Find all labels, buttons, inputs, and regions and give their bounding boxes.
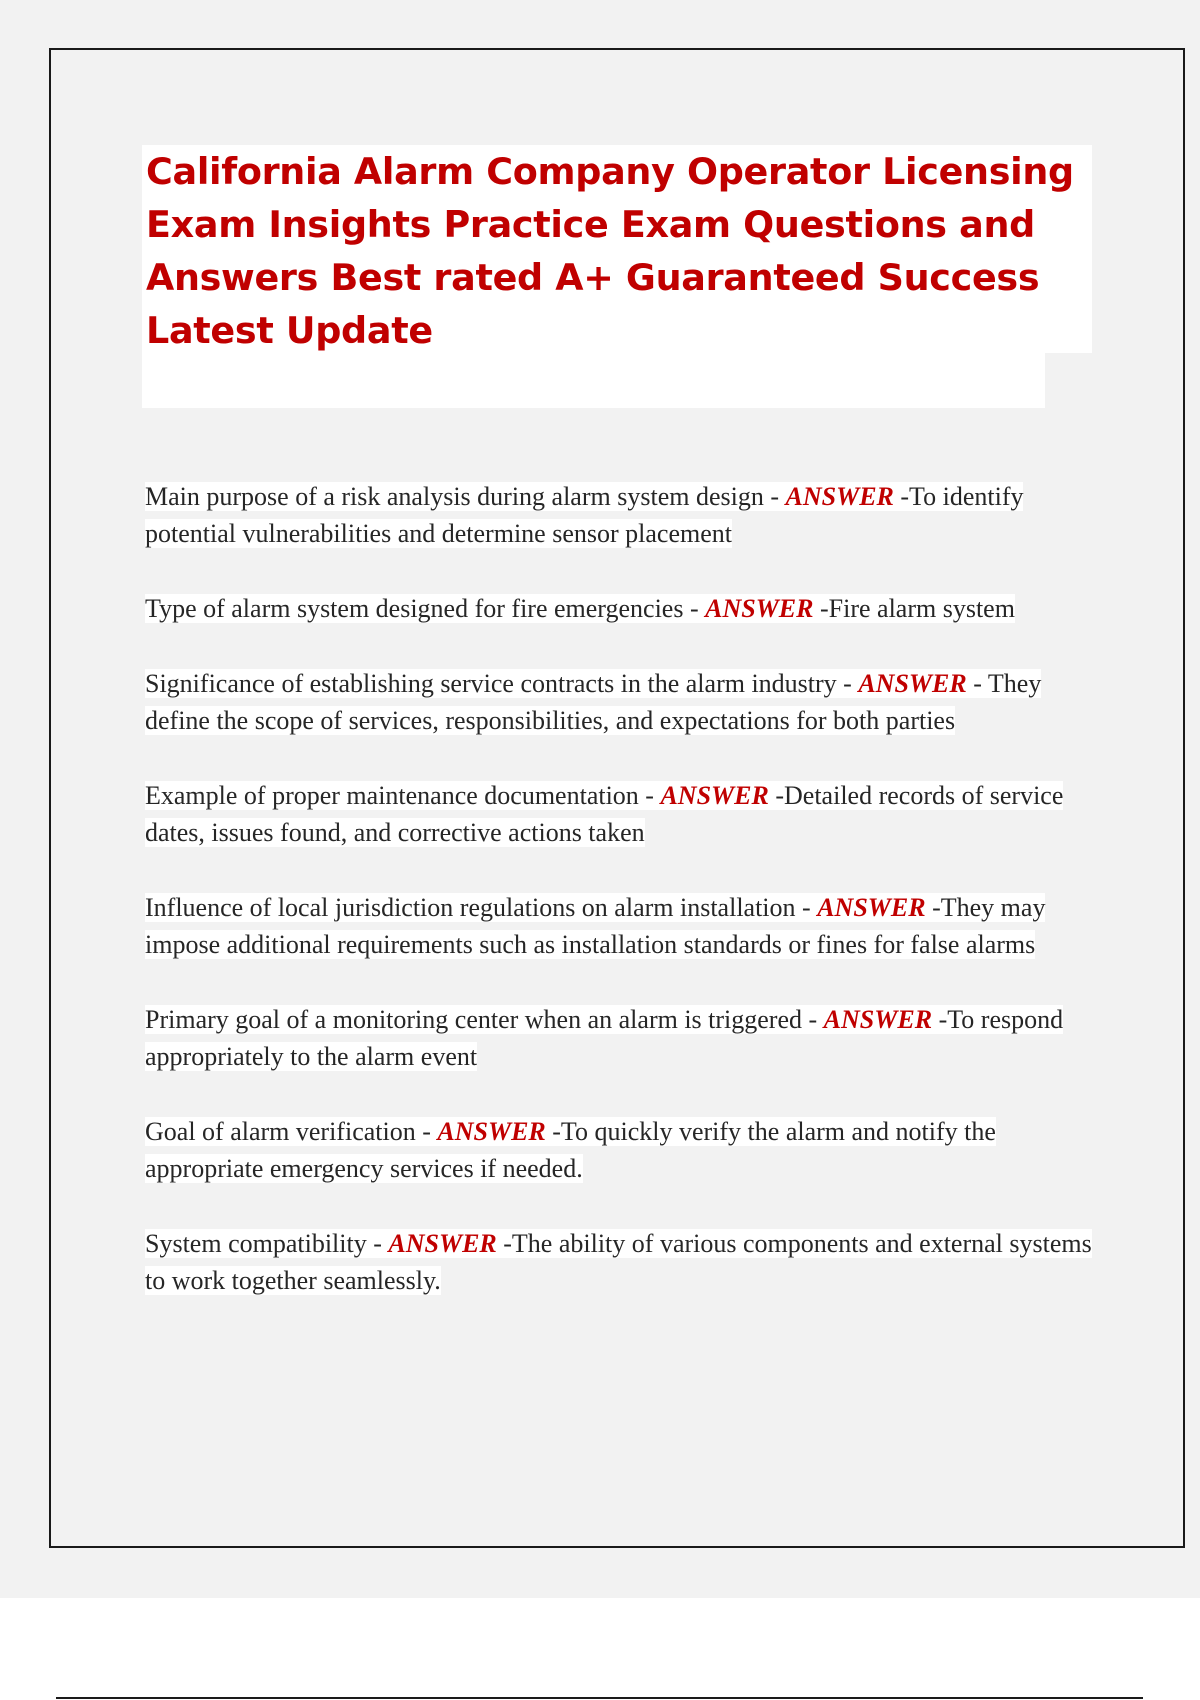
qa-item (145, 1225, 1095, 1299)
question-text: Example of proper maintenance documentation - (145, 781, 661, 810)
qa-text (145, 1005, 1063, 1071)
qa-item (145, 590, 1095, 627)
answer-text: -Detailed records of service dates, issues found, and corrective actions taken (145, 781, 1064, 847)
answer-text: -To respond appropriately to the alarm event (145, 1005, 1064, 1071)
title-highlight-tail (142, 353, 1045, 408)
answer-label: ANSWER (388, 1229, 497, 1258)
answer-label: ANSWER (660, 781, 769, 810)
qa-item (145, 478, 1095, 552)
qa-item (145, 1113, 1095, 1187)
question-text: Type of alarm system designed for fire emergencies - (145, 594, 706, 623)
qa-item (145, 665, 1095, 739)
answer-text: -They may impose additional requirements such as installation standards or fines for false alarms (145, 893, 1046, 959)
qa-text (145, 893, 1045, 959)
answer-text: -The ability of various components and external systems to work together seamlessly. (145, 1229, 1092, 1295)
qa-text (145, 594, 1015, 623)
answer-text: -To quickly verify the alarm and notify the appropriate emergency services if needed. (145, 1117, 996, 1183)
answer-label: ANSWER (437, 1117, 546, 1146)
answer-text: -To identify potential vulnerabilities and determine sensor placement (145, 482, 1024, 548)
qa-item (145, 777, 1095, 851)
qa-list (145, 478, 1095, 1299)
qa-item (145, 889, 1095, 963)
qa-text (145, 669, 1041, 735)
title-block (142, 145, 1092, 357)
document-title: California Alarm Company Operator Licensing Exam Insights Practice Exam Questions and Answers Best rated A+ Guaranteed Success Latest Update (146, 150, 1074, 352)
qa-text (145, 1229, 1092, 1295)
question-text: Main purpose of a risk analysis during alarm system design - (145, 482, 786, 511)
answer-label: ANSWER (785, 482, 894, 511)
qa-text (145, 1117, 996, 1183)
answer-text: -Fire alarm system (813, 594, 1015, 623)
answer-label: ANSWER (817, 893, 926, 922)
question-text: Primary goal of a monitoring center when an alarm is triggered - (145, 1005, 824, 1034)
answer-label: ANSWER (858, 669, 967, 698)
answer-text: - They define the scope of services, responsibilities, and expectations for both parties (145, 669, 1042, 735)
question-text: System compatibility - (145, 1229, 389, 1258)
footer-rule (56, 1697, 1143, 1699)
qa-item (145, 1001, 1095, 1075)
question-text: Significance of establishing service contracts in the alarm industry - (145, 669, 859, 698)
question-text: Goal of alarm verification - (145, 1117, 438, 1146)
qa-text (145, 482, 1023, 548)
qa-text (145, 781, 1063, 847)
question-text: Influence of local jurisdiction regulations on alarm installation - (145, 893, 818, 922)
answer-label: ANSWER (823, 1005, 933, 1034)
answer-label: ANSWER (705, 594, 814, 623)
